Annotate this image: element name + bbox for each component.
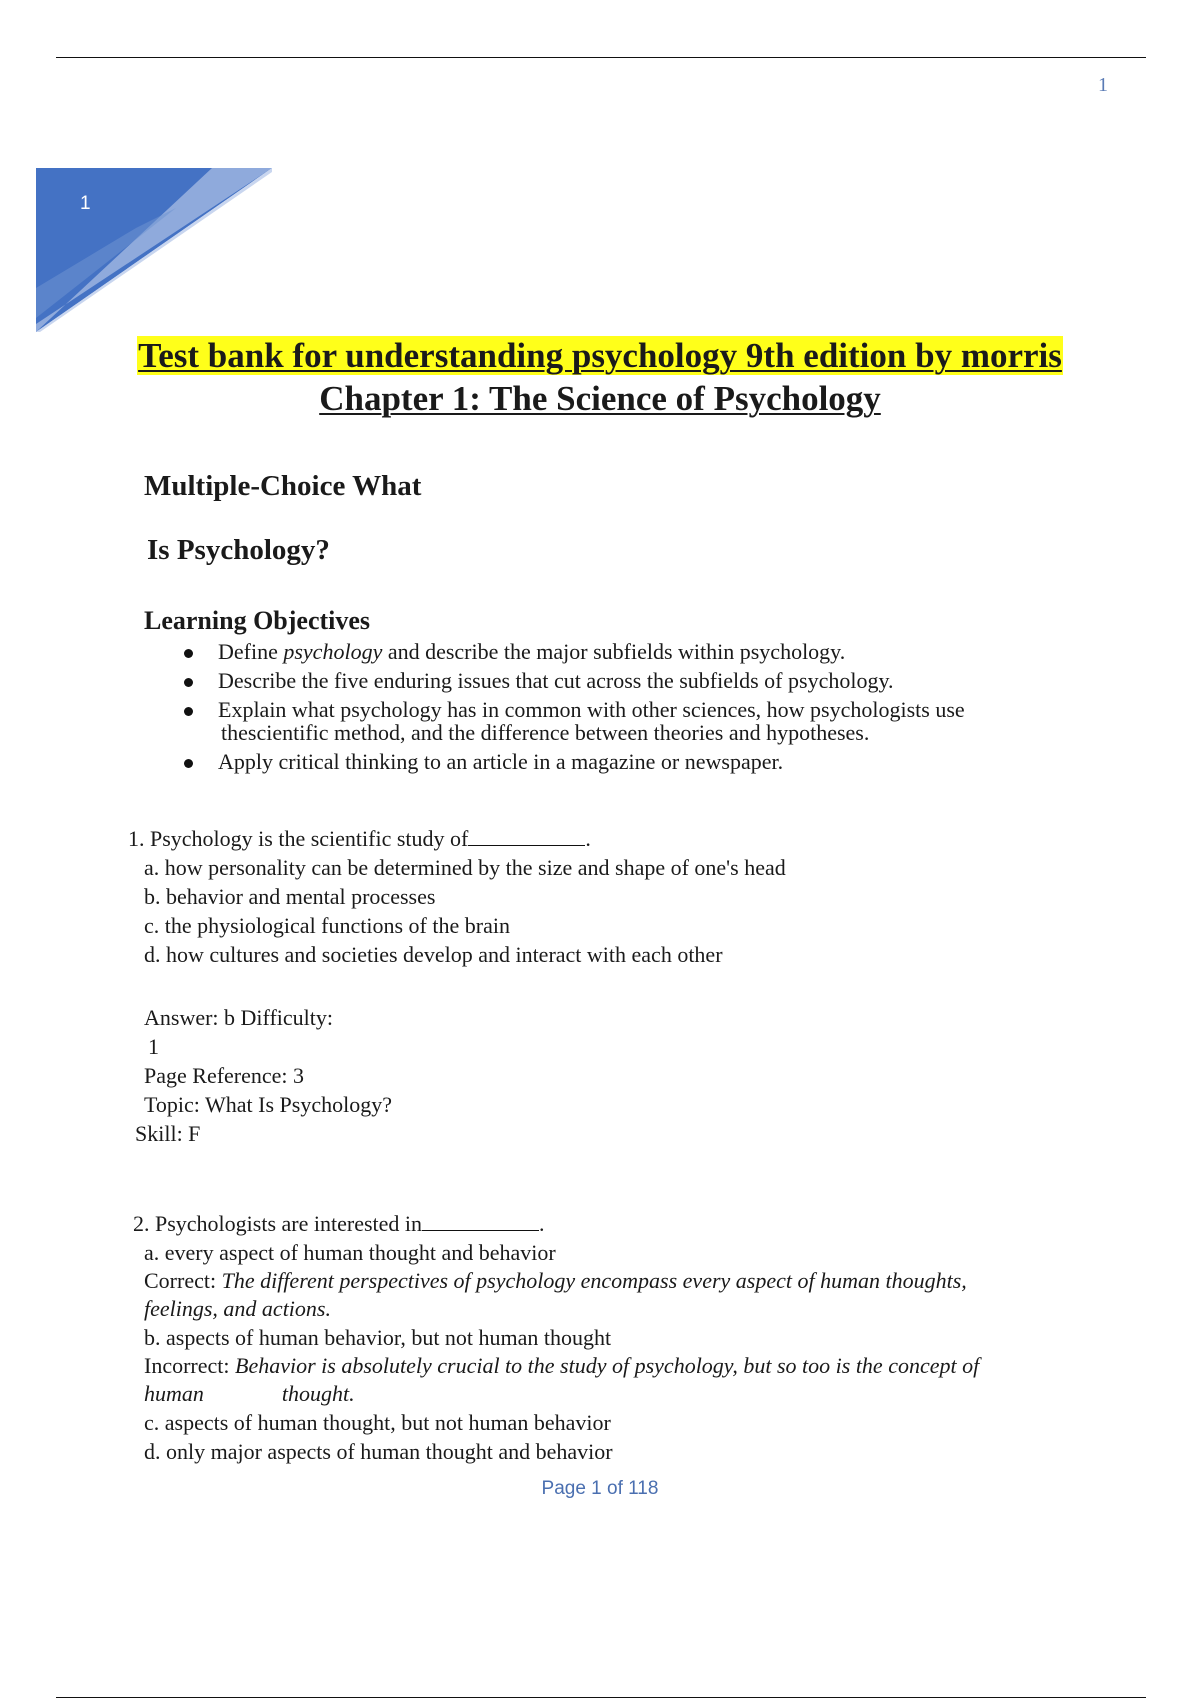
topic-line: Topic: What Is Psychology? (144, 1092, 392, 1117)
correct-explanation-cont: feelings, and actions. (144, 1296, 331, 1321)
skill-line: Skill: F (135, 1121, 201, 1146)
heading-multiple-choice: Multiple-Choice What (144, 470, 422, 502)
question-2-stem (133, 1209, 1085, 1238)
question-1-stem (128, 824, 1085, 853)
heading-learning-objectives: Learning Objectives (144, 606, 371, 635)
header-page-number: 1 (1098, 74, 1108, 96)
objective-text: and describe the major subfields within psychology. (382, 639, 846, 664)
answer-blank (468, 825, 585, 846)
corner-number: 1 (80, 193, 91, 214)
question-2 (135, 1209, 1085, 1466)
option-d: d. only major aspects of human thought and behavior (144, 1439, 613, 1464)
page-footer: Page 1 of 118 (541, 1478, 659, 1499)
incorrect-feedback (135, 1352, 1085, 1408)
objective-item (182, 750, 1082, 773)
incorrect-explanation-end: thought. (281, 1381, 355, 1406)
incorrect-explanation: Behavior is absolutely crucial to the study of psychology, but so too is the concept of (235, 1353, 980, 1378)
option-d: d. how cultures and societies develop and interact with each other (144, 942, 723, 967)
question-1 (128, 824, 1085, 969)
option-b: b. aspects of human behavior, but not human thought (144, 1325, 612, 1350)
learning-objectives-list (182, 640, 1082, 779)
option-a: a. every aspect of human thought and behavior (144, 1240, 556, 1265)
objective-text: Describe the five enduring issues that cut across the subfields of psychology. (218, 668, 894, 693)
option-c: c. the physiological functions of the brain (144, 913, 510, 938)
objective-text: Apply critical thinking to an article in a magazine or newspaper. (218, 749, 784, 774)
correct-feedback (135, 1267, 1085, 1323)
incorrect-label: Incorrect: (144, 1353, 235, 1378)
question-stem-text: 1. Psychology is the scientific study of (128, 826, 469, 851)
bottom-rule (56, 1697, 1146, 1698)
document-title-text: Test bank for understanding psychology 9th edition by morris (138, 336, 1062, 375)
answer-blank (422, 1210, 539, 1231)
option-a: a. how personality can be determined by the size and shape of one's head (144, 855, 786, 880)
option-b: b. behavior and mental processes (144, 884, 436, 909)
objective-text: Define (218, 639, 284, 664)
page-reference: Page Reference: 3 (144, 1063, 305, 1088)
correct-label: Correct: (144, 1268, 222, 1293)
incorrect-explanation-cont: human (144, 1381, 204, 1406)
question-stem-text: 2. Psychologists are interested in (133, 1211, 423, 1236)
objective-emphasis: psychology (283, 639, 383, 664)
difficulty-value: 1 (148, 1034, 159, 1059)
answer-line: Answer: b Difficulty: (144, 1005, 334, 1030)
top-rule (56, 57, 1146, 58)
objective-item (182, 669, 1082, 692)
chapter-title-text: Chapter 1: The Science of Psychology (319, 379, 881, 418)
objective-continuation: thescientific method, and the difference between theories and hypotheses. (221, 720, 870, 745)
objective-text: Explain what psychology has in common with other sciences, how psychologists use (218, 697, 965, 722)
document-title (0, 334, 1200, 378)
option-c: c. aspects of human thought, but not human behavior (144, 1410, 611, 1435)
question-stem-end: . (585, 826, 591, 851)
heading-section: Is Psychology? (147, 534, 330, 566)
objective-item (182, 640, 1082, 663)
corner-decoration-graphic (36, 168, 272, 332)
objective-item (182, 698, 1082, 744)
correct-explanation: The different perspectives of psychology encompass every aspect of human thoughts, (221, 1268, 967, 1293)
chapter-title (0, 377, 1200, 421)
question-1-answer-block (135, 1003, 392, 1148)
question-stem-end: . (539, 1211, 545, 1236)
